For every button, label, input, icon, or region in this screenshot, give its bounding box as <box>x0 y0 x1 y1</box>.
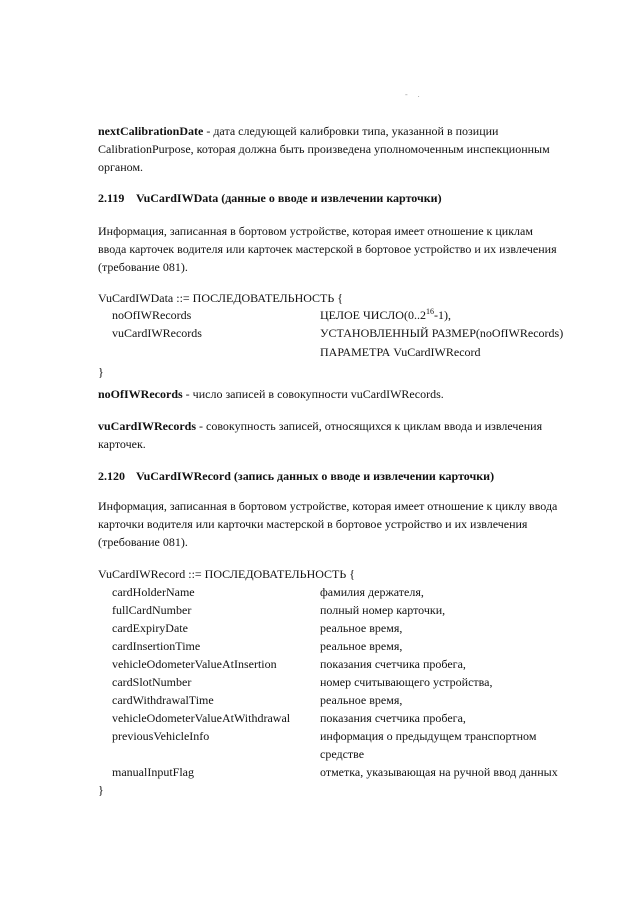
code-field-name: vehicleOdometerValueAtWithdrawal <box>112 711 291 725</box>
code-field-type: УСТАНОВЛЕННЫЙ РАЗМЕР(noOfIWRecords) <box>320 326 564 340</box>
code-field-desc: реальное время, <box>320 693 403 707</box>
code-field-desc: номер считывающего устройства, <box>320 675 493 689</box>
code-field-name: manualInputFlag <box>112 765 194 779</box>
top-mark: - . <box>405 90 424 99</box>
code-field-name: cardWithdrawalTime <box>112 693 214 707</box>
definition-vu-card-iw-records <box>98 417 598 453</box>
definition-term: noOfIWRecords <box>98 387 183 401</box>
code-field-name: previousVehicleInfo <box>112 729 210 743</box>
section-2-120-description <box>98 497 598 551</box>
code-field-desc: информация о предыдущем транспортном <box>320 729 537 743</box>
section-2-119-heading <box>98 190 442 207</box>
code-field-desc: полный номер карточки, <box>320 603 446 617</box>
code-field-desc: показания счетчика пробега, <box>320 657 466 671</box>
code-close: } <box>98 783 104 797</box>
paragraph-text: Информация, записанная в бортовом устройстве, которая имеет отношение к циклу ввода <box>98 499 558 513</box>
paragraph-text: ввода карточек водителя или карточек мастерской в бортовое устройство и их извлечения <box>98 242 557 256</box>
code-field-name: cardInsertionTime <box>112 639 201 653</box>
next-calibration-date-paragraph <box>98 122 598 176</box>
section-number: 2.119 <box>98 191 125 205</box>
definition-text: - число записей в совокупности vuCardIWRecords. <box>182 387 444 401</box>
code-open: VuCardIWData ::= ПОСЛЕДОВАТЕЛЬНОСТЬ { <box>98 291 344 305</box>
code-field-name: vehicleOdometerValueAtInsertion <box>112 657 277 671</box>
definition-term: vuCardIWRecords <box>98 419 196 433</box>
section-2-120-heading <box>98 468 494 485</box>
definition-no-of-iw-records <box>98 386 444 403</box>
code-field-desc: реальное время, <box>320 639 403 653</box>
code-field-type: ЦЕЛОЕ ЧИСЛО(0..2$^{16}$-1), <box>320 307 451 322</box>
section-title: VuCardIWData (данные о вводе и извлечении карточки) <box>136 191 442 205</box>
code-field-name: cardExpiryDate <box>112 621 188 635</box>
paragraph-text: - дата следующей калибровки типа, указанной в позиции <box>203 124 499 138</box>
code-field-name: cardSlotNumber <box>112 675 192 689</box>
term-next-calibration-date: nextCalibrationDate <box>98 124 204 138</box>
section-number: 2.120 <box>98 469 125 483</box>
code-field-type: ПАРАМЕТРА VuCardIWRecord <box>320 345 481 359</box>
paragraph-text: (требование 081). <box>98 260 188 274</box>
section-2-119-description <box>98 222 598 276</box>
code-field-desc: реальное время, <box>320 621 403 635</box>
code-field-name: cardHolderName <box>112 585 195 599</box>
code-field-desc: фамилия держателя, <box>320 585 424 599</box>
paragraph-text: Информация, записанная в бортовом устройстве, которая имеет отношение к циклам <box>98 224 533 238</box>
code-field-desc: средстве <box>320 747 365 761</box>
code-field-desc: отметка, указывающая на ручной ввод данных <box>320 765 558 779</box>
code-field-name: noOfIWRecords <box>112 308 192 322</box>
paragraph-text: органом. <box>98 160 144 174</box>
paragraph-text: CalibrationPurpose, которая должна быть произведена уполномоченным инспекционным <box>98 142 550 156</box>
code-close: } <box>98 365 104 379</box>
definition-text: - совокупность записей, относящихся к циклам ввода и извлечения <box>196 419 543 433</box>
paragraph-text: карточки водителя или карточки мастерской в бортовое устройство и их извлечения <box>98 517 528 531</box>
code-field-name: vuCardIWRecords <box>112 326 202 340</box>
definition-text: карточек. <box>98 437 146 451</box>
paragraph-text: (требование 081). <box>98 535 188 549</box>
section-title: VuCardIWRecord (запись данных о вводе и извлечении карточки) <box>136 469 495 483</box>
code-field-desc: показания счетчика пробега, <box>320 711 466 725</box>
code-open: VuCardIWRecord ::= ПОСЛЕДОВАТЕЛЬНОСТЬ { <box>98 567 356 581</box>
code-field-name: fullCardNumber <box>112 603 192 617</box>
